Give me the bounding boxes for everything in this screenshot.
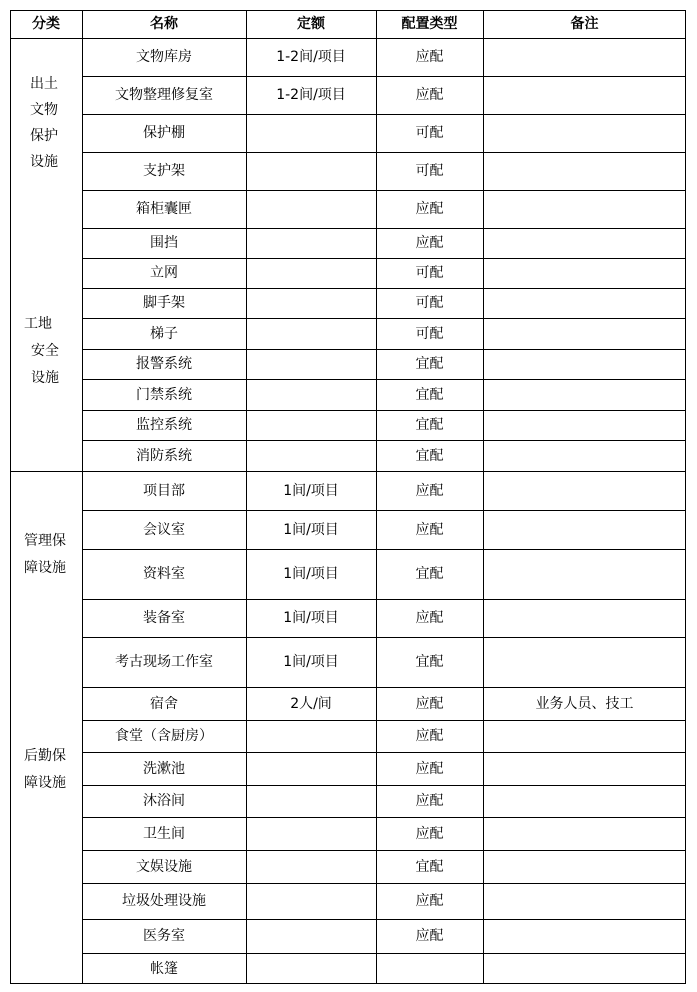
row-name-cell: 保护棚 bbox=[143, 125, 185, 141]
category-label-line: 后勤保 bbox=[24, 748, 66, 764]
category-label bbox=[24, 528, 66, 582]
row-remark-cell bbox=[483, 114, 686, 152]
row-remark-cell bbox=[483, 38, 686, 76]
category-label-line: 安全 bbox=[31, 343, 59, 359]
row-type-cell: 可配 bbox=[415, 325, 444, 342]
row-name-cell: 会议室 bbox=[143, 521, 185, 538]
row-type-cell: 应配 bbox=[415, 521, 444, 538]
row-remark-cell bbox=[483, 471, 686, 510]
row-quota-cell bbox=[246, 190, 376, 228]
row-type-cell: 宜配 bbox=[415, 356, 444, 372]
row-type-cell: 应配 bbox=[415, 201, 444, 217]
row-name-cell: 支护架 bbox=[143, 163, 185, 179]
row-quota-cell bbox=[246, 410, 376, 440]
row-type-cell: 应配 bbox=[415, 482, 444, 499]
row-type-cell: 宜配 bbox=[415, 386, 444, 403]
row-name-cell: 沐浴间 bbox=[143, 793, 185, 809]
row-type-cell: 可配 bbox=[415, 163, 444, 179]
row-remark-cell bbox=[483, 288, 686, 318]
row-quota-cell bbox=[246, 228, 376, 258]
row-remark-cell bbox=[483, 752, 686, 785]
row-type-cell: 宜配 bbox=[415, 654, 444, 670]
row-type-cell: 宜配 bbox=[415, 858, 444, 875]
row-type-cell: 可配 bbox=[415, 265, 444, 281]
row-remark-cell bbox=[483, 599, 686, 637]
row-quota-cell bbox=[246, 817, 376, 850]
row-name-cell: 文娱设施 bbox=[136, 858, 192, 875]
row-type-cell: 应配 bbox=[415, 928, 444, 944]
category-label-line: 障设施 bbox=[24, 560, 66, 576]
header-config-type: 配置类型 bbox=[401, 16, 458, 32]
row-quota-cell: 1-2间/项目 bbox=[276, 87, 346, 103]
header-remarks: 备注 bbox=[570, 16, 599, 32]
row-quota-cell bbox=[246, 883, 376, 919]
row-remark-cell bbox=[483, 817, 686, 850]
row-name-cell: 梯子 bbox=[150, 325, 178, 342]
row-remark-cell bbox=[483, 720, 686, 752]
row-type-cell: 应配 bbox=[415, 825, 444, 842]
row-type-cell: 应配 bbox=[415, 695, 444, 712]
row-name-cell: 宿舍 bbox=[150, 695, 178, 712]
row-name-cell: 消防系统 bbox=[136, 447, 192, 464]
row-name-cell: 装备室 bbox=[143, 610, 185, 626]
row-remark-cell bbox=[483, 953, 686, 984]
row-quota-cell bbox=[246, 752, 376, 785]
row-type-cell bbox=[376, 953, 483, 984]
row-name-cell: 食堂（含厨房） bbox=[115, 728, 213, 744]
row-quota-cell bbox=[246, 379, 376, 410]
row-type-cell: 应配 bbox=[415, 793, 444, 809]
row-quota-cell bbox=[246, 785, 376, 817]
row-remark-cell bbox=[483, 258, 686, 288]
row-quota-cell bbox=[246, 114, 376, 152]
category-label-line: 保护 bbox=[30, 128, 58, 144]
row-name-cell: 垃圾处理设施 bbox=[122, 893, 206, 909]
table-vline bbox=[10, 10, 11, 984]
row-type-cell: 应配 bbox=[415, 728, 444, 744]
row-type-cell: 可配 bbox=[415, 125, 444, 141]
row-name-cell: 立网 bbox=[150, 265, 178, 281]
row-remark-cell bbox=[483, 440, 686, 471]
row-type-cell: 应配 bbox=[415, 893, 444, 909]
row-remark-cell bbox=[483, 549, 686, 599]
row-remark-cell bbox=[483, 637, 686, 687]
row-quota-cell bbox=[246, 288, 376, 318]
row-remark-cell bbox=[483, 190, 686, 228]
row-type-cell: 宜配 bbox=[415, 417, 444, 433]
row-quota-cell bbox=[246, 850, 376, 883]
row-remark-cell bbox=[483, 349, 686, 379]
row-name-cell: 资料室 bbox=[143, 566, 185, 582]
category-label-line: 出土 bbox=[30, 76, 58, 92]
row-quota-cell bbox=[246, 440, 376, 471]
row-name-cell: 卫生间 bbox=[143, 825, 185, 842]
category-label-line: 设施 bbox=[30, 154, 58, 170]
row-name-cell: 医务室 bbox=[143, 928, 185, 944]
category-label bbox=[24, 743, 66, 797]
row-name-cell: 脚手架 bbox=[143, 295, 185, 311]
row-name-cell: 围挡 bbox=[150, 235, 178, 251]
row-name-cell: 报警系统 bbox=[136, 356, 192, 372]
row-quota-cell bbox=[246, 152, 376, 190]
category-label bbox=[24, 311, 59, 392]
row-name-cell: 文物整理修复室 bbox=[115, 87, 213, 103]
category-label-line: 文物 bbox=[30, 102, 58, 118]
category-label-line: 设施 bbox=[31, 370, 59, 386]
row-remark-cell bbox=[483, 228, 686, 258]
row-quota-cell: 1-2间/项目 bbox=[276, 49, 346, 65]
row-type-cell: 应配 bbox=[415, 760, 444, 777]
row-quota-cell: 1间/项目 bbox=[283, 566, 339, 582]
row-remark-cell bbox=[483, 785, 686, 817]
row-remark-cell bbox=[483, 850, 686, 883]
row-quota-cell: 1间/项目 bbox=[283, 521, 339, 538]
row-name-cell: 帐篷 bbox=[150, 960, 178, 977]
row-type-cell: 可配 bbox=[415, 295, 444, 311]
row-name-cell: 门禁系统 bbox=[136, 386, 192, 403]
row-quota-cell: 1间/项目 bbox=[283, 610, 339, 626]
row-name-cell: 文物库房 bbox=[136, 49, 192, 65]
row-type-cell: 应配 bbox=[415, 610, 444, 626]
row-name-cell: 箱柜囊匣 bbox=[136, 201, 192, 217]
category-label-line: 管理保 bbox=[24, 533, 66, 549]
row-name-cell: 项目部 bbox=[143, 482, 185, 499]
row-quota-cell bbox=[246, 318, 376, 349]
row-type-cell: 宜配 bbox=[415, 566, 444, 582]
category-label-line: 障设施 bbox=[24, 775, 66, 791]
header-quota: 定额 bbox=[297, 16, 325, 32]
row-quota-cell bbox=[246, 720, 376, 752]
row-remark-cell bbox=[483, 379, 686, 410]
row-type-cell: 宜配 bbox=[415, 447, 444, 464]
row-remark-cell bbox=[483, 410, 686, 440]
row-quota-cell: 2人/间 bbox=[290, 695, 332, 712]
category-label bbox=[24, 71, 58, 175]
row-remark-cell bbox=[483, 883, 686, 919]
row-remark-cell bbox=[483, 318, 686, 349]
category-label-line: 工地 bbox=[24, 316, 52, 332]
row-quota-cell bbox=[246, 349, 376, 379]
row-quota-cell bbox=[246, 953, 376, 984]
row-remark-cell bbox=[483, 152, 686, 190]
row-type-cell: 应配 bbox=[415, 49, 444, 65]
row-quota-cell bbox=[246, 919, 376, 953]
row-type-cell: 应配 bbox=[415, 87, 444, 103]
row-name-cell: 监控系统 bbox=[136, 417, 192, 433]
row-type-cell: 应配 bbox=[415, 235, 444, 251]
row-name-cell: 洗漱池 bbox=[143, 760, 185, 777]
row-remark-cell bbox=[483, 76, 686, 114]
row-remark-cell: 业务人员、技工 bbox=[535, 695, 634, 712]
row-quota-cell bbox=[246, 258, 376, 288]
facility-table bbox=[10, 10, 686, 984]
row-remark-cell bbox=[483, 510, 686, 549]
row-quota-cell: 1间/项目 bbox=[283, 482, 339, 499]
row-name-cell: 考古现场工作室 bbox=[115, 654, 213, 670]
header-category: 分类 bbox=[32, 16, 60, 32]
row-quota-cell: 1间/项目 bbox=[283, 654, 339, 670]
header-name: 名称 bbox=[150, 16, 178, 32]
row-remark-cell bbox=[483, 919, 686, 953]
